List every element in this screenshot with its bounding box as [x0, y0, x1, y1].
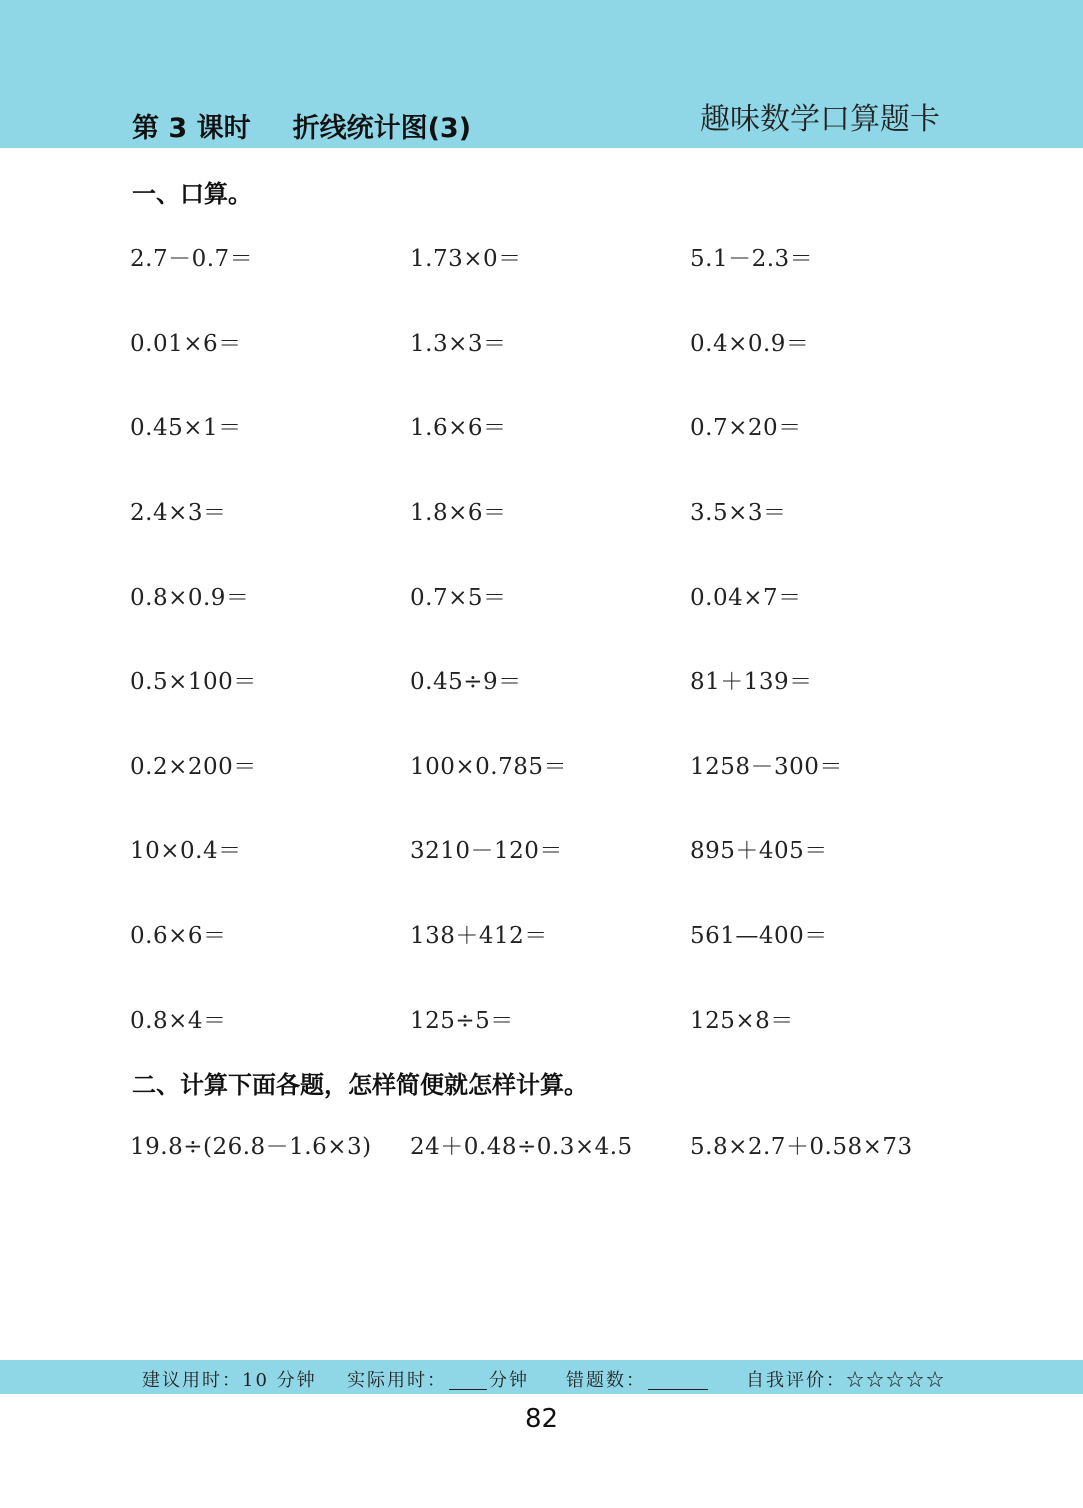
- problem-r8-c2: 3210－120＝: [410, 838, 563, 864]
- brand-title: 趣味数学口算题卡: [700, 102, 940, 137]
- problem-r2-c3: 0.4×0.9＝: [690, 331, 810, 357]
- problem-r7-c3: 1258－300＝: [690, 754, 843, 780]
- actual-time-label: 实际用时：: [347, 1370, 447, 1391]
- problem-r3-c3: 0.7×20＝: [690, 415, 802, 441]
- problem-r9-c3: 561—400＝: [690, 923, 828, 949]
- error-count-label: 错题数：: [566, 1370, 646, 1391]
- actual-time-unit: 分钟: [489, 1370, 529, 1391]
- problem-r5-c3: 0.04×7＝: [690, 585, 802, 611]
- problem-r8-c1: 10×0.4＝: [130, 838, 242, 864]
- problem-r5-c2: 0.7×5＝: [410, 585, 507, 611]
- actual-time: [347, 1366, 529, 1392]
- section2-heading: 二、计算下面各题，怎样简便就怎样计算。: [132, 1071, 588, 1099]
- problem-r2-c2: 1.3×3＝: [410, 331, 507, 357]
- problem-r3-c2: 1.6×6＝: [410, 415, 507, 441]
- problem-r1-c1: 2.7－0.7＝: [130, 246, 254, 272]
- problem-r1-c2: 1.73×0＝: [410, 246, 522, 272]
- problem-r3-c1: 0.45×1＝: [130, 415, 242, 441]
- problem-r7-c2: 100×0.785＝: [410, 754, 568, 780]
- problem-r5-c1: 0.8×0.9＝: [130, 585, 250, 611]
- suggested-time: 建议用时：10 分钟: [142, 1370, 317, 1391]
- problem-r4-c2: 1.8×6＝: [410, 500, 507, 526]
- problem-r9-c2: 138＋412＝: [410, 923, 548, 949]
- lesson-number: 第 3 课时: [132, 113, 251, 144]
- problem-r10-c1: 0.8×4＝: [130, 1008, 227, 1034]
- problem-r6-c1: 0.5×100＝: [130, 669, 257, 695]
- problem-r2-c1: 0.01×6＝: [130, 331, 242, 357]
- problem-r6-c2: 0.45÷9＝: [410, 669, 522, 695]
- actual-time-blank[interactable]: [449, 1371, 487, 1390]
- self-evaluation: 自我评价：☆☆☆☆☆: [746, 1370, 946, 1391]
- error-count-blank[interactable]: [648, 1371, 708, 1390]
- problem-r7-c1: 0.2×200＝: [130, 754, 257, 780]
- section1-heading: 一、口算。: [132, 180, 252, 208]
- problem-r10-c2: 125÷5＝: [410, 1008, 514, 1034]
- page-number: 82: [524, 1404, 559, 1434]
- problem-r1-c3: 5.1－2.3＝: [690, 246, 814, 272]
- error-count: [566, 1366, 710, 1392]
- lesson-topic: 折线统计图(3): [292, 113, 472, 144]
- problem-r10-c3: 125×8＝: [690, 1008, 794, 1034]
- lesson-title: [132, 106, 471, 145]
- problem-r6-c3: 81＋139＝: [690, 669, 813, 695]
- complex-problem-3: 5.8×2.7＋0.58×73: [690, 1134, 913, 1160]
- complex-problem-1: 19.8÷(26.8－1.6×3): [130, 1134, 372, 1160]
- problem-r4-c1: 2.4×3＝: [130, 500, 227, 526]
- problem-r4-c3: 3.5×3＝: [690, 500, 787, 526]
- problem-r9-c1: 0.6×6＝: [130, 923, 227, 949]
- complex-problem-2: 24＋0.48÷0.3×4.5: [410, 1134, 633, 1160]
- problem-r8-c3: 895＋405＝: [690, 838, 828, 864]
